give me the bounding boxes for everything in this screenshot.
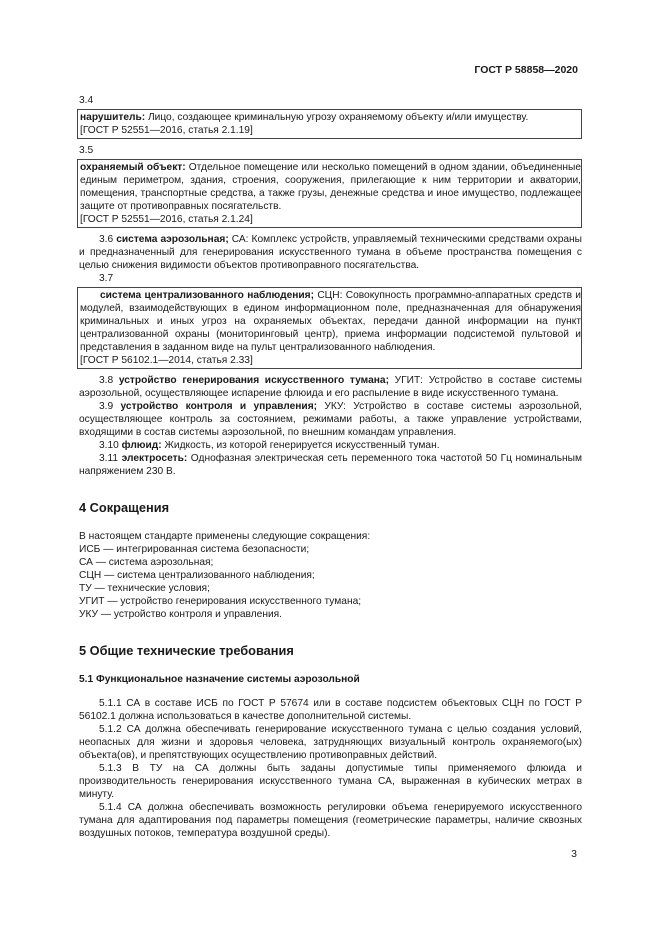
abbreviation-item: ИСБ — интегрированная система безопасности; xyxy=(79,544,310,555)
definition-box xyxy=(77,109,582,139)
def-reference: [ГОСТ Р 52551—2016, статья 2.1.19] xyxy=(80,125,253,136)
def-number: 3.4 xyxy=(79,95,94,106)
def-term: флюид: xyxy=(121,440,162,451)
document-header: ГОСТ Р 58858—2020 xyxy=(474,64,578,76)
requirement-paragraph: 5.1.4 СА должна обеспечивать возможность регулировки объема генерируемого искусственного тумана для адаптирования под параметры помещения (геометрические параметры, наличие сквозных воздушных потоков, температура воздушной среды). xyxy=(79,802,582,839)
def-number: 3.8 xyxy=(99,375,114,386)
def-number: 3.11 xyxy=(99,453,119,464)
def-term: система аэрозольная; xyxy=(116,234,229,245)
def-text: СА: Комплекс устройств, управляемый техническими средствами охраны и предназначенный для генерирования искусственного тумана в объеме пространства помещения с целью снижения видимости объектов противоправного посягательства. xyxy=(79,234,582,271)
requirement-paragraph: 5.1.2 СА должна обеспечивать генерирование искусственного тумана с целью создания условий, неопасных для жизни и здоровья человека, затрудняющих визуальный контроль охраняемого(ых) объекта(ов), и препятствующих осуществлению противоправных действий. xyxy=(79,724,582,761)
abbreviation-item: СА — система аэрозольная; xyxy=(79,557,214,568)
subsection-5-1-heading: 5.1 Функциональное назначение системы аэрозольной xyxy=(79,674,360,685)
definition-paragraph xyxy=(79,439,582,452)
def-number: 3.5 xyxy=(79,145,94,156)
def-text: УГИТ: Устройство в составе системы аэрозольной, осуществляющее испарение флюида и его распыление в виде искусственного тумана. xyxy=(79,375,582,399)
def-term: электросеть: xyxy=(121,453,188,464)
def-number: 3.10 xyxy=(99,440,119,451)
def-text: СЦН: Совокупность программно-аппаратных средств и модулей, взаимодействующих в едином информационном поле, предназначенная для обнаружения криминальных и иных угроз на охраняемых объектах, передачи данной информации на пункт централизованной охраны (мониторинговый центр), приема информации подсистемой пультовой и представления в заданном виде на пульт централизованного наблюдения. xyxy=(80,290,581,353)
definition-box xyxy=(77,159,582,228)
def-number: 3.9 xyxy=(99,401,114,412)
def-text: УКУ: Устройство в составе системы аэрозольной, осуществляющее контроль за состоянием, режимами работы, а также управление устройствами, входящими в состав системы аэрозольной, по внешним командам управления. xyxy=(79,401,582,438)
def-number: 3.7 xyxy=(99,273,114,284)
abbreviation-item: УКУ — устройство контроля и управления. xyxy=(79,609,282,620)
abbreviation-item: СЦН — система централизованного наблюдения; xyxy=(79,570,315,581)
abbreviations-intro: В настоящем стандарте применены следующие сокращения: xyxy=(79,531,371,542)
def-text: Отдельное помещение или несколько помещений в одном здании, объединенные единым периметром, здания, строения, сооружения, прилегающие к ним территории и акватории, помещения, транспортные средства, а также грузы, денежные средства и иное имущество, подлежащее защите от противоправных посягательств. xyxy=(80,162,582,212)
section-5-heading: 5 Общие технические требования xyxy=(79,643,294,658)
def-text: Однофазная электрическая сеть переменного тока частотой 50 Гц номинальным напряжением 230 В. xyxy=(79,453,582,477)
def-reference: [ГОСТ Р 56102.1—2014, статья 2.33] xyxy=(80,355,253,366)
def-term: устройство генерирования искусственного тумана; xyxy=(118,375,389,386)
definition-paragraph xyxy=(79,400,582,439)
def-text: Жидкость, из которой генерируется искусственный туман. xyxy=(161,440,440,451)
def-term: нарушитель: xyxy=(80,112,146,123)
abbreviation-item: ТУ — технические условия; xyxy=(79,583,210,594)
definition-paragraph xyxy=(79,452,582,478)
def-term: охраняемый объект: xyxy=(80,162,186,173)
definition-paragraph xyxy=(79,233,582,272)
def-text: Лицо, создающее криминальную угрозу охраняемому объекту и/или имуществу. xyxy=(145,112,529,123)
requirement-paragraph: 5.1.1 СА в составе ИСБ по ГОСТ Р 57674 или в составе подсистем объектовых СЦН по ГОСТ Р 56102.1 должна использоваться в качестве дополнительной системы. xyxy=(79,698,582,722)
def-reference: [ГОСТ Р 52551—2016, статья 2.1.24] xyxy=(80,214,253,225)
def-number: 3.6 xyxy=(99,234,114,245)
section-4-heading: 4 Сокращения xyxy=(79,500,170,515)
abbreviations-list xyxy=(79,530,582,621)
page-content xyxy=(79,94,582,840)
def-term: устройство контроля и управления; xyxy=(120,401,318,412)
definition-box xyxy=(77,287,582,369)
def-term: система централизованного наблюдения; xyxy=(100,290,314,301)
abbreviation-item: УГИТ — устройство генерирования искусственного тумана; xyxy=(79,596,362,607)
definition-paragraph xyxy=(79,374,582,400)
requirement-paragraph: 5.1.3 В ТУ на СА должны быть заданы допустимые типы применяемого флюида и производительность генерирования искусственного тумана СА, выраженная в кубических метрах в минуту. xyxy=(79,763,582,800)
page-number: 3 xyxy=(571,848,577,860)
